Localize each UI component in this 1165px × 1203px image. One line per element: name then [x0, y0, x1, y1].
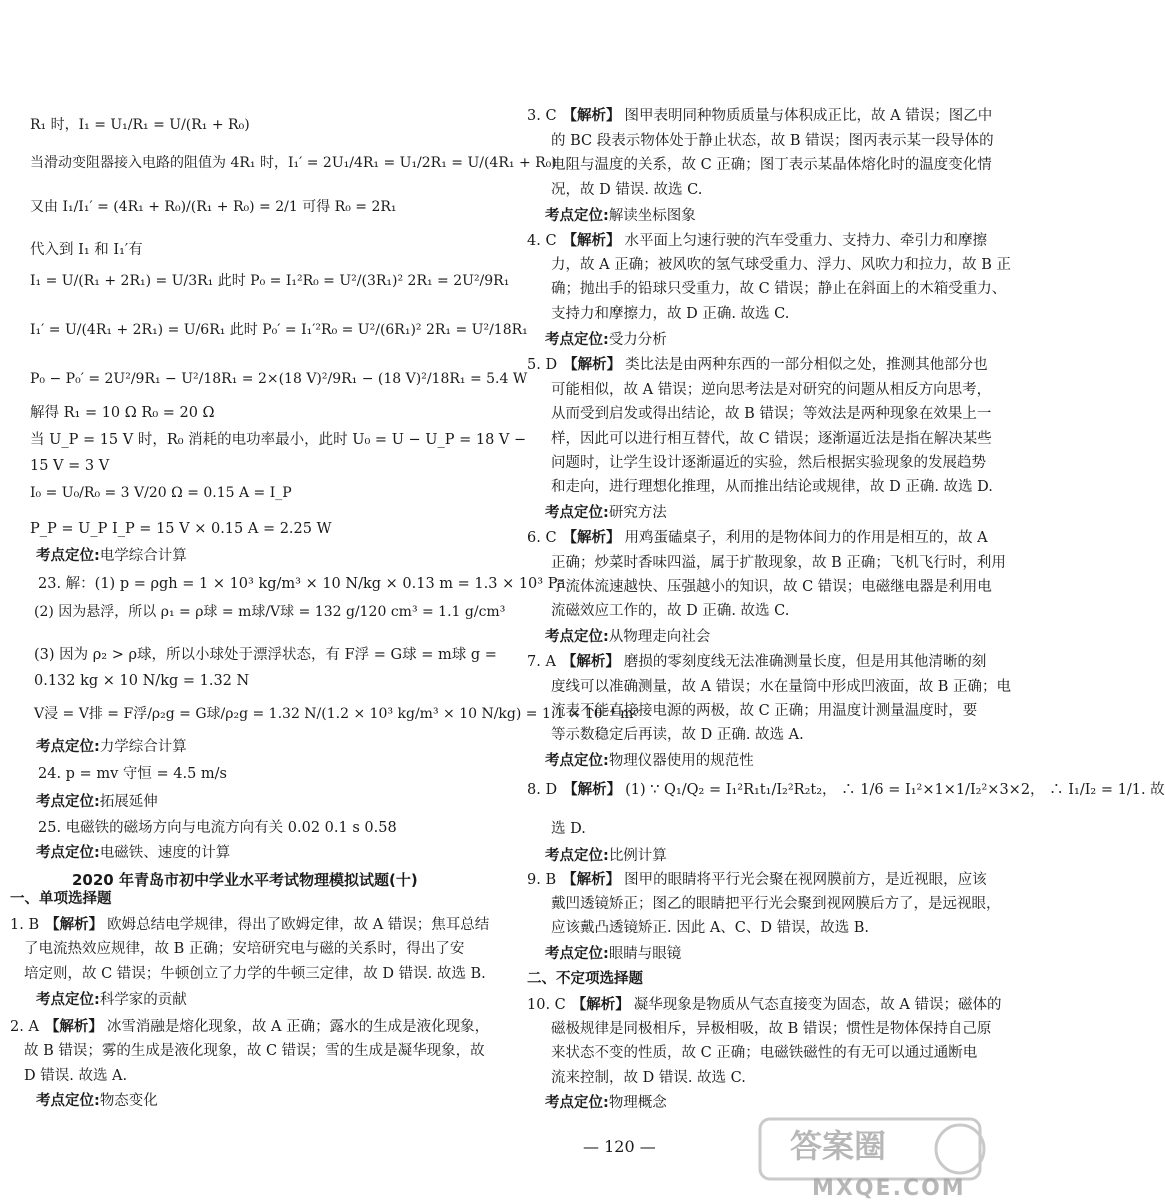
exam-point-label: 考点定位:: [36, 548, 100, 564]
answer-number: 4. C: [527, 233, 557, 249]
answer-number: 3. C: [527, 108, 557, 124]
answer-line: [527, 108, 992, 125]
exam-point-line: [545, 753, 754, 770]
formula-line: 当滑动变阻器接入电路的阻值为 4R₁ 时，I₁′ = 2U₁/4R₁ = U₁/2R₁ = U/(4R₁ + R₀): [30, 155, 557, 171]
text-line: 确；抛出手的铅球只受重力，故 C 错误；静止在斜面上的木箱受重力、: [551, 281, 1007, 297]
answer-text: 凝华现象是物质从气态直接变为固态，故 A 错误；磁体的: [633, 997, 1002, 1013]
answer-text: 水平面上匀速行驶的汽车受重力、支持力、牵引力和摩擦: [624, 233, 988, 249]
answer-line: [527, 530, 988, 547]
formula-line: I₀ = U₀/R₀ = 3 V/20 Ω = 0.15 A = I_P: [30, 485, 292, 501]
analysis-tag: 【解析】: [571, 997, 630, 1013]
exam-point-label: 考点定位:: [36, 992, 100, 1008]
text-line: 等示数稳定后再读，故 D 正确. 故选 A.: [551, 727, 804, 743]
text-line: 选 D.: [551, 821, 586, 837]
analysis-tag: 【解析】: [562, 530, 621, 546]
formula-line: R₁ 时，I₁ = U₁/R₁ = U/(R₁ + R₀): [30, 117, 250, 133]
answer-text: 冰雪消融是熔化现象，故 A 正确；露水的生成是液化现象，: [106, 1019, 490, 1035]
text-line: 戴凹透镜矫正；图乙的眼睛把平行光会聚到视网膜后方了，是远视眼，: [551, 896, 1001, 912]
text-line: 流磁效应工作的，故 D 正确. 故选 C.: [551, 603, 790, 619]
text-line: 当 U_P = 15 V 时，R₀ 消耗的电功率最小，此时 U₀ = U − U_P = 18 V −: [30, 432, 527, 448]
exam-point-value: 拓展延伸: [99, 794, 158, 810]
exam-point-label: 考点定位:: [545, 753, 609, 769]
analysis-tag: 【解析】: [45, 917, 104, 933]
exam-point-line: [36, 845, 230, 862]
answer-line: [527, 233, 987, 250]
text-line: 了流体流速越快、压强越小的知识，故 C 错误；电磁继电器是利用电: [551, 579, 992, 595]
text-line: 培定则，故 C 错误；牛顿创立了力学的牛顿三定律，故 D 错误. 故选 B.: [24, 966, 486, 982]
exam-point-line: [36, 548, 187, 565]
text-line: 可能相似，故 A 错误；逆向思考法是对研究的问题从相反方向思考，: [551, 382, 992, 398]
exam-point-label: 考点定位:: [545, 848, 609, 864]
analysis-tag: 【解析】: [562, 108, 621, 124]
exam-point-label: 考点定位:: [36, 794, 100, 810]
exam-point-value: 力学综合计算: [99, 739, 187, 755]
text-line: 代入到 I₁ 和 I₁′有: [30, 242, 143, 258]
exam-point-line: [545, 629, 710, 646]
analysis-tag: 【解析】: [562, 233, 621, 249]
exam-point-label: 考点定位:: [36, 845, 100, 861]
exam-point-value: 从物理走向社会: [608, 629, 711, 645]
formula-line: I₁ = U/(R₁ + 2R₁) = U/3R₁ 此时 P₀ = I₁²R₀ = U²/(3R₁)² 2R₁ = 2U²/9R₁: [30, 273, 510, 289]
formula-line: P₀ − P₀′ = 2U²/9R₁ − U²/18R₁ = 2×(18 V)²/9R₁ − (18 V)²/18R₁ = 5.4 W: [30, 371, 528, 387]
exam-point-label: 考点定位:: [545, 332, 609, 348]
answer-line: [527, 872, 987, 889]
page-number: — 120 —: [583, 1137, 656, 1156]
answer-number: 9. B: [527, 872, 557, 888]
exam-point-value: 比例计算: [608, 848, 667, 864]
text-line: 流来控制，故 D 错误. 故选 C.: [551, 1070, 746, 1086]
answer-text: 图甲表明同种物质质量与体积成正比，故 A 错误；图乙中: [624, 108, 993, 124]
text-line: 15 V = 3 V: [30, 458, 110, 474]
answer-number: 5. D: [527, 357, 558, 373]
exam-point-line: [545, 208, 696, 225]
exam-title: 2020 年青岛市初中学业水平考试物理模拟试题(十): [72, 871, 418, 889]
text-line: 25. 电磁铁的磁场方向与电流方向有关 0.02 0.1 s 0.58: [38, 820, 397, 836]
text-line: P_P = U_P I_P = 15 V × 0.15 A = 2.25 W: [30, 521, 332, 537]
text-line: 23. 解：(1) p = ρgh = 1 × 10³ kg/m³ × 10 N/kg × 0.13 m = 1.3 × 10³ Pa: [38, 576, 566, 592]
analysis-tag: 【解析】: [562, 872, 621, 888]
exam-point-line: [545, 1095, 667, 1112]
text-line: 应该戴凸透镜矫正. 因此 A、C、D 错误，故选 B.: [551, 920, 870, 936]
text-line: 问题时，让学生设计逐渐逼近的实验，然后根据实验现象的发展趋势: [551, 455, 986, 471]
answer-text: 用鸡蛋磕桌子，利用的是物体间力的作用是相互的，故 A: [624, 530, 988, 546]
text-line: 解得 R₁ = 10 Ω R₀ = 20 Ω: [30, 405, 215, 421]
text-line: 故 B 错误；雾的生成是液化现象，故 C 错误；雪的生成是凝华现象，故: [24, 1043, 485, 1059]
section-heading: 二、不定项选择题: [527, 971, 643, 987]
exam-point-value: 物理仪器使用的规范性: [608, 753, 754, 769]
exam-point-value: 物态变化: [99, 1093, 158, 1109]
exam-point-label: 考点定位:: [545, 1095, 609, 1111]
answer-text: 磨损的零刻度线无法准确测量长度，但是用其他清晰的刻: [623, 654, 987, 670]
section-heading: 一、单项选择题: [10, 891, 112, 907]
exam-point-value: 研究方法: [608, 505, 667, 521]
exam-point-label: 考点定位:: [36, 739, 100, 755]
watermark-site-text: MXQE.COM: [812, 1176, 966, 1201]
exam-point-value: 物理概念: [608, 1095, 667, 1111]
text-line: 支持力和摩擦力，故 D 正确. 故选 C.: [551, 306, 790, 322]
analysis-tag: 【解析】: [561, 654, 620, 670]
exam-point-value: 解读坐标图象: [608, 208, 696, 224]
answer-line: [10, 917, 489, 934]
formula-line: 又由 I₁/I₁′ = (4R₁ + R₀)/(R₁ + R₀) = 2/1 可得 R₀ = 2R₁: [30, 199, 397, 215]
text-line: 流表不能直接接电源的两极，故 C 正确；用温度计测量温度时，要: [551, 703, 978, 719]
text-line: 正确；炒菜时香味四溢，属于扩散现象，故 B 正确；飞机飞行时，利用: [551, 555, 1006, 571]
answer-number: 6. C: [527, 530, 557, 546]
answer-line: [527, 654, 986, 671]
exam-point-line: [36, 739, 187, 756]
exam-point-line: [36, 794, 158, 811]
formula-line: I₁′ = U/(4R₁ + 2R₁) = U/6R₁ 此时 P₀′ = I₁′²R₀ = U²/(6R₁)² 2R₁ = U²/18R₁: [30, 322, 528, 338]
answer-line: [527, 782, 1165, 799]
analysis-tag: 【解析】: [563, 782, 622, 798]
text-line: 来状态不变的性质，故 C 正确；电磁铁磁性的有无可以通过通断电: [551, 1045, 978, 1061]
formula-line: (2) 因为悬浮，所以 ρ₁ = ρ球 = m球/V球 = 132 g/120 cm³ = 1.1 g/cm³: [34, 604, 506, 620]
text-line: 电阻与温度的关系，故 C 正确；图丁表示某晶体熔化时的温度变化情: [551, 157, 992, 173]
answer-number: 10. C: [527, 997, 566, 1013]
text-line: 从而受到启发或得出结论，故 B 错误；等效法是两种现象在效果上一: [551, 406, 992, 422]
exam-point-value: 受力分析: [608, 332, 667, 348]
text-line: 磁极规律是同极相斥，异极相吸，故 B 错误；惯性是物体保持自己原: [551, 1021, 992, 1037]
text-line: 度线可以准确测量，故 A 错误；水在量筒中形成凹液面，故 B 正确；电: [551, 679, 1012, 695]
exam-point-line: [36, 992, 187, 1009]
text-line: (3) 因为 ρ₂ > ρ球，所以小球处于漂浮状态，有 F浮 = G球 = m球 g =: [34, 647, 497, 663]
exam-point-label: 考点定位:: [545, 629, 609, 645]
text-line: 况，故 D 错误. 故选 C.: [551, 182, 703, 198]
exam-point-label: 考点定位:: [36, 1093, 100, 1109]
answer-line: [10, 1019, 489, 1036]
answer-line: [527, 997, 1001, 1014]
answer-number: 7. A: [527, 654, 556, 670]
exam-point-label: 考点定位:: [545, 505, 609, 521]
answer-text: 类比法是由两种东西的一部分相似之处，推测其他部分也: [625, 357, 988, 373]
exam-point-value: 电磁铁、速度的计算: [99, 845, 231, 861]
exam-point-line: [545, 505, 667, 522]
text-line: 0.132 kg × 10 N/kg = 1.32 N: [34, 673, 250, 689]
text-line: 样，因此可以进行相互替代，故 C 错误；逐渐逼近法是指在解决某些: [551, 431, 992, 447]
exam-point-line: [545, 332, 667, 349]
exam-point-value: 科学家的贡献: [99, 992, 187, 1008]
analysis-tag: 【解析】: [44, 1019, 103, 1035]
exam-point-line: [545, 946, 681, 963]
text-line: 的 BC 段表示物体处于静止状态，故 B 错误；图丙表示某一段导体的: [551, 133, 994, 149]
answer-text: (1) ∵ Q₁/Q₂ = I₁²R₁t₁/I₂²R₂t₂， ∴ 1/6 = I₁²×1×1/I₂²×3×2， ∴ I₁/I₂ = 1/1. 故: [625, 782, 1165, 798]
analysis-tag: 【解析】: [563, 357, 622, 373]
answer-line: [527, 357, 988, 374]
exam-point-label: 考点定位:: [545, 208, 609, 224]
exam-point-value: 眼睛与眼镜: [608, 946, 682, 962]
answer-number: 2. A: [10, 1019, 39, 1035]
answer-number: 8. D: [527, 782, 558, 798]
exam-point-line: [36, 1093, 158, 1110]
text-line: 和走向，进行理想化推理，从而推出结论或规律，故 D 正确. 故选 D.: [551, 479, 993, 495]
answer-text: 图甲的眼睛将平行光会聚在视网膜前方，是近视眼，应该: [624, 872, 987, 888]
answer-text: 欧姆总结电学规律，得出了欧姆定律，故 A 错误；焦耳总结: [107, 917, 490, 933]
text-line: 力，故 A 正确；被风吹的氢气球受重力、浮力、风吹力和拉力，故 B 正: [551, 257, 1012, 273]
watermark-logo-text: 答案圈: [790, 1127, 887, 1165]
text-line: 了电流热效应规律，故 B 正确；安培研究电与磁的关系时，得出了安: [24, 941, 465, 957]
text-line: D 错误. 故选 A.: [24, 1068, 128, 1084]
answer-number: 1. B: [10, 917, 40, 933]
exam-point-value: 电学综合计算: [99, 548, 187, 564]
formula-line: V浸 = V排 = F浮/ρ₂g = G球/ρ₂g = 1.32 N/(1.2 × 10³ kg/m³ × 10 N/kg) = 1.1 × 10⁻⁴ m³: [34, 706, 640, 722]
text-line: 24. p = mv 守恒 = 4.5 m/s: [38, 766, 227, 782]
exam-point-line: [545, 848, 667, 865]
exam-point-label: 考点定位:: [545, 946, 609, 962]
